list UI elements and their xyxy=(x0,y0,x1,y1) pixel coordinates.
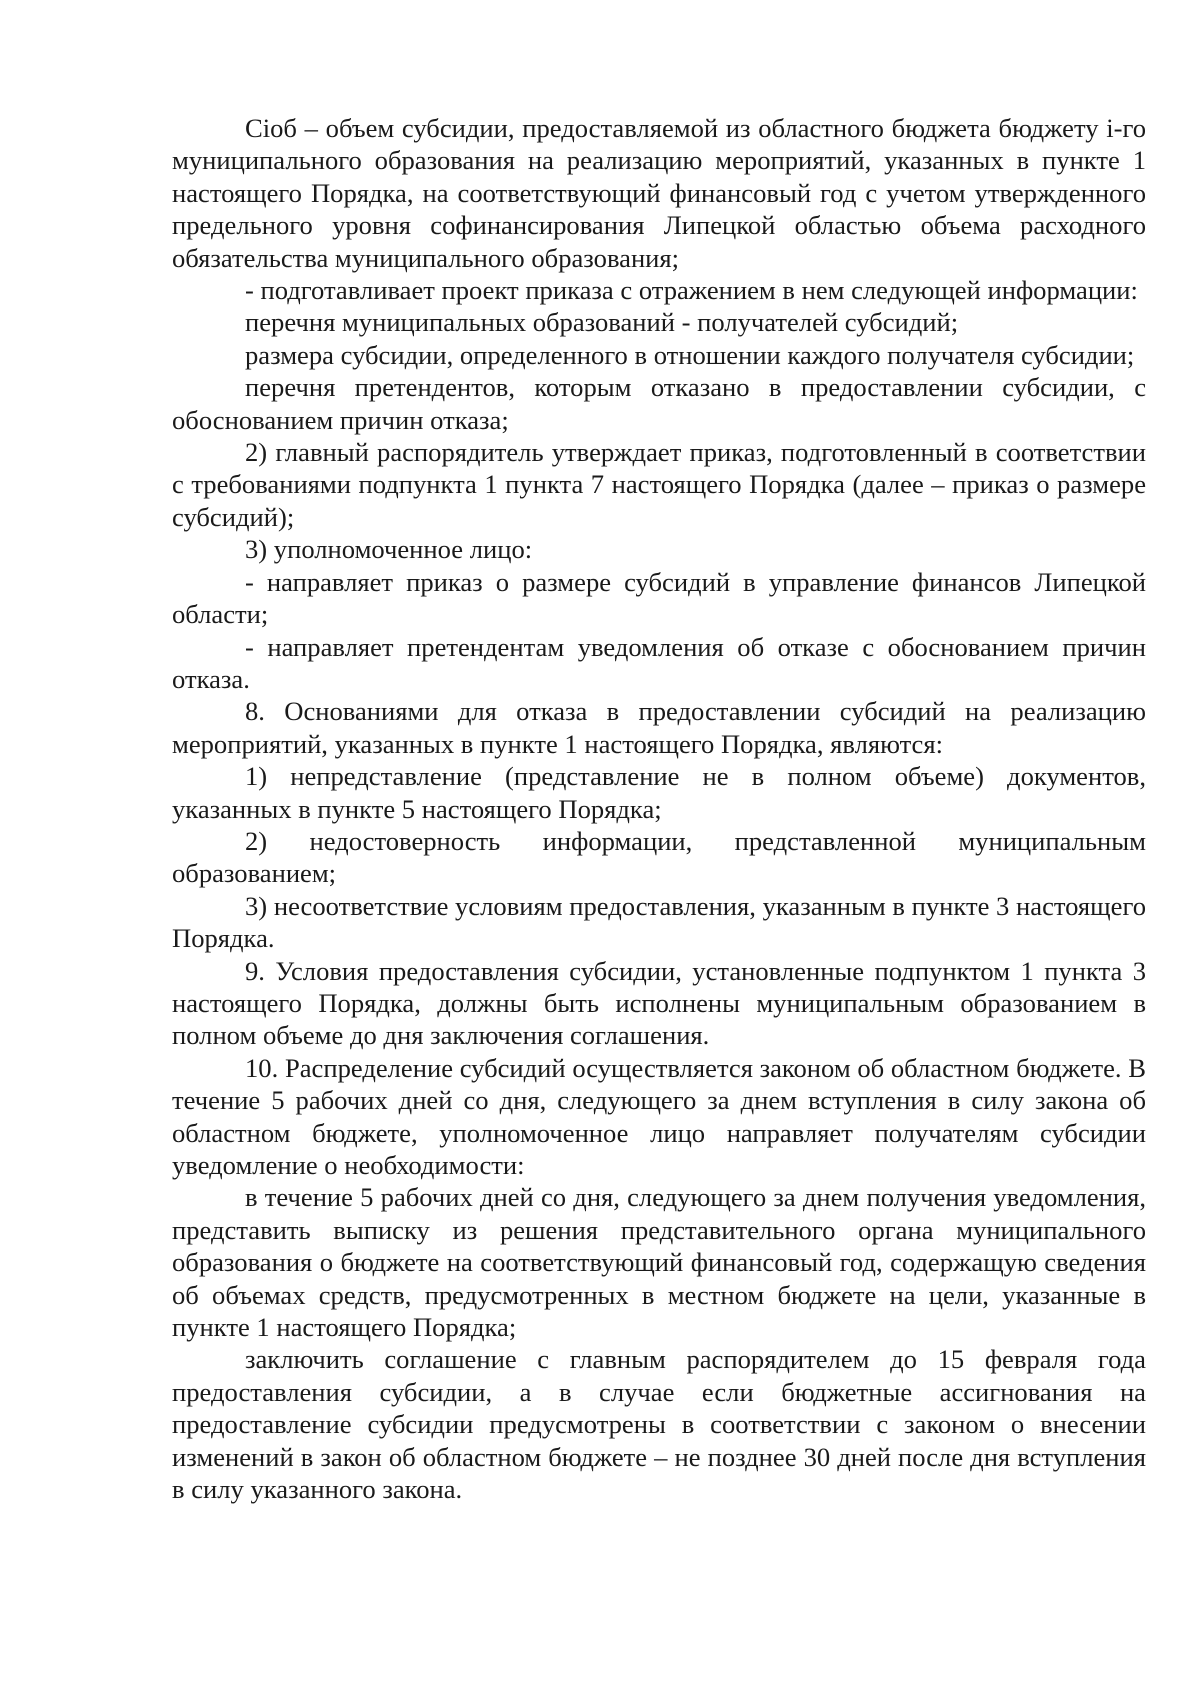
paragraph-subsidy-amount: размера субсидии, определенного в отношении каждого получателя субсидии; xyxy=(245,339,1135,370)
paragraph-item-2-approves-order: 2) главный распорядитель утверждает приказ, подготовленный в соответствии с требованиями подпункта 1 пункта 7 настоящего Порядка (далее – приказ о размере субсидий); xyxy=(172,437,1146,532)
paragraph-section-8-grounds: 8. Основаниями для отказа в предоставлении субсидий на реализацию мероприятий, указанных в пункте 1 настоящего Порядка, являются: xyxy=(172,696,1146,759)
paragraph-ground-3: 3) несоответствие условиям предоставления, указанным в пункте 3 настоящего Порядка. xyxy=(172,890,1146,954)
paragraph-section-10-distribution: 10. Распределение субсидий осуществляется законом об областном бюджете. В течение 5 рабочих дней со дня, следующего за днем вступления в силу закона об областном бюджете, уполномоченное лицо направляет получателям субсидии уведомление о необходимости: xyxy=(172,1052,1146,1180)
paragraph-sends-order-finance: - направляет приказ о размере субсидий в управление финансов Липецкой области; xyxy=(172,566,1146,630)
paragraph-list-recipients: перечня муниципальных образований - получателей субсидий; xyxy=(245,307,959,338)
paragraph-prepares-order: - подготавливает проект приказа с отражением в нем следующей информации: xyxy=(245,275,1138,306)
paragraph-ci-ob-definition: Ciоб – объем субсидии, предоставляемой из областного бюджета бюджету i-го муниципального образования на реализацию мероприятий, указанных в пункте 1 настоящего Порядка, на соответствующий финансовый год с учетом утвержденного предельного уровня софинансирования Липецкой областью объема расходного обязательства муниципального образования; xyxy=(172,113,1146,273)
document-page xyxy=(172,112,1146,1505)
paragraph-sends-refusal-notices: - направляет претендентам уведомления об отказе с обоснованием причин отказа. xyxy=(172,631,1146,694)
paragraph-item-3-authorized-person: 3) уполномоченное лицо: xyxy=(245,534,533,565)
paragraph-list-refused: перечня претендентов, которым отказано в предоставлении субсидии, с обоснованием причин отказа; xyxy=(172,372,1146,435)
paragraph-ground-2: 2) недостоверность информации, представленной муниципальным образованием; xyxy=(172,825,1146,889)
paragraph-section-9-conditions: 9. Условия предоставления субсидии, установленные подпунктом 1 пункта 3 настоящего Порядка, должны быть исполнены муниципальным образованием в полном объеме до дня заключения соглашения. xyxy=(172,955,1146,1051)
paragraph-submit-extract: в течение 5 рабочих дней со дня, следующего за днем получения уведомления, представить выписку из решения представительного органа муниципального образования о бюджете на соответствующий финансовый год, содержащую сведения об объемах средств, предусмотренных в местном бюджете на цели, указанные в пункте 1 настоящего Порядка; xyxy=(172,1182,1146,1343)
paragraph-ground-1: 1) непредставление (представление не в полном объеме) документов, указанных в пункте 5 настоящего Порядка; xyxy=(172,761,1146,824)
paragraph-conclude-agreement: заключить соглашение с главным распорядителем до 15 февраля года предоставления субсидии, а в случае если бюджетные ассигнования на предоставление субсидии предусмотрены в соответствии с законом о внесении изменений в закон об областном бюджете – не позднее 30 дней после дня вступления в силу указанного закона. xyxy=(172,1344,1146,1505)
